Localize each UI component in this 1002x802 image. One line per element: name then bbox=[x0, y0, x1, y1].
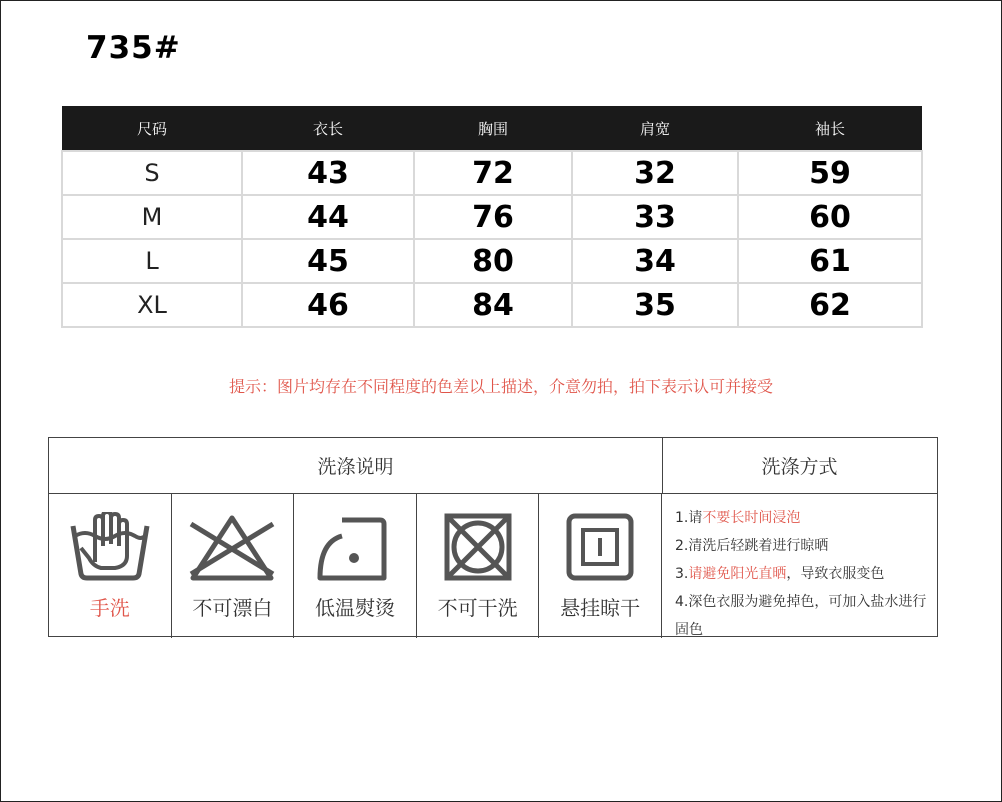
care-item-low-iron bbox=[294, 494, 417, 638]
header-chest: 胸围 bbox=[414, 106, 572, 151]
value-cell: 35 bbox=[572, 283, 738, 327]
size-cell: L bbox=[62, 239, 242, 283]
table-row bbox=[62, 283, 922, 327]
table-row bbox=[62, 195, 922, 239]
model-number: 735# bbox=[86, 30, 181, 66]
table-row bbox=[62, 239, 922, 283]
value-cell: 45 bbox=[242, 239, 414, 283]
care-label-hang-dry: 悬挂晾干 bbox=[560, 596, 641, 620]
value-cell: 76 bbox=[414, 195, 572, 239]
header-sleeve: 袖长 bbox=[738, 106, 922, 151]
care-label-low-iron: 低温熨烫 bbox=[314, 596, 395, 620]
table-row bbox=[62, 151, 922, 195]
size-table-header bbox=[62, 106, 922, 151]
value-cell: 60 bbox=[738, 195, 922, 239]
header-size: 尺码 bbox=[62, 106, 242, 151]
care-item-no-dry-clean bbox=[417, 494, 540, 638]
care-icons-row bbox=[49, 494, 662, 638]
note-3 bbox=[675, 560, 927, 588]
no-bleach-icon bbox=[187, 512, 277, 584]
note-3-warning: 请避免阳光直晒 bbox=[688, 566, 787, 582]
value-cell: 34 bbox=[572, 239, 738, 283]
value-cell: 46 bbox=[242, 283, 414, 327]
note-2: 2.清洗后轻跳着进行晾晒 bbox=[675, 538, 829, 554]
note-1 bbox=[675, 504, 927, 532]
care-label-hand-wash: 手洗 bbox=[89, 596, 130, 620]
care-label-no-bleach: 不可漂白 bbox=[192, 596, 273, 620]
value-cell: 84 bbox=[414, 283, 572, 327]
value-cell: 32 bbox=[572, 151, 738, 195]
color-difference-notice: 提示：图片均存在不同程度的色差以上描述，介意勿拍，拍下表示认可并接受 bbox=[228, 377, 773, 396]
note-4: 4.深色衣服为避免掉色，可加入盐水进行固色 bbox=[675, 594, 927, 638]
value-cell: 61 bbox=[738, 239, 922, 283]
size-cell: XL bbox=[62, 283, 242, 327]
size-cell: S bbox=[62, 151, 242, 195]
wash-method-title: 洗涤方式 bbox=[662, 438, 937, 494]
size-cell: M bbox=[62, 195, 242, 239]
care-item-hang-dry bbox=[539, 494, 662, 638]
hang-dry-icon bbox=[555, 512, 645, 584]
care-item-hand-wash bbox=[49, 494, 172, 638]
no-dry-clean-icon bbox=[433, 512, 523, 584]
value-cell: 44 bbox=[242, 195, 414, 239]
note-1-warning: 不要长时间浸泡 bbox=[702, 510, 801, 526]
value-cell: 33 bbox=[572, 195, 738, 239]
wash-method-notes bbox=[663, 494, 935, 638]
note-3-prefix: 3. bbox=[675, 566, 689, 582]
note-3-rest: ，导致衣服变色 bbox=[786, 566, 885, 582]
header-shoulder: 肩宽 bbox=[572, 106, 738, 151]
value-cell: 62 bbox=[738, 283, 922, 327]
care-label-no-dry-clean: 不可干洗 bbox=[437, 596, 518, 620]
low-iron-icon bbox=[310, 512, 400, 584]
note-1-prefix: 1.请 bbox=[675, 510, 703, 526]
value-cell: 59 bbox=[738, 151, 922, 195]
value-cell: 72 bbox=[414, 151, 572, 195]
care-instructions-title: 洗涤说明 bbox=[49, 438, 663, 494]
value-cell: 43 bbox=[242, 151, 414, 195]
hand-wash-icon bbox=[65, 512, 155, 584]
size-table bbox=[61, 106, 923, 328]
care-instructions-table bbox=[48, 437, 938, 637]
care-item-no-bleach bbox=[172, 494, 295, 638]
value-cell: 80 bbox=[414, 239, 572, 283]
header-length: 衣长 bbox=[242, 106, 414, 151]
